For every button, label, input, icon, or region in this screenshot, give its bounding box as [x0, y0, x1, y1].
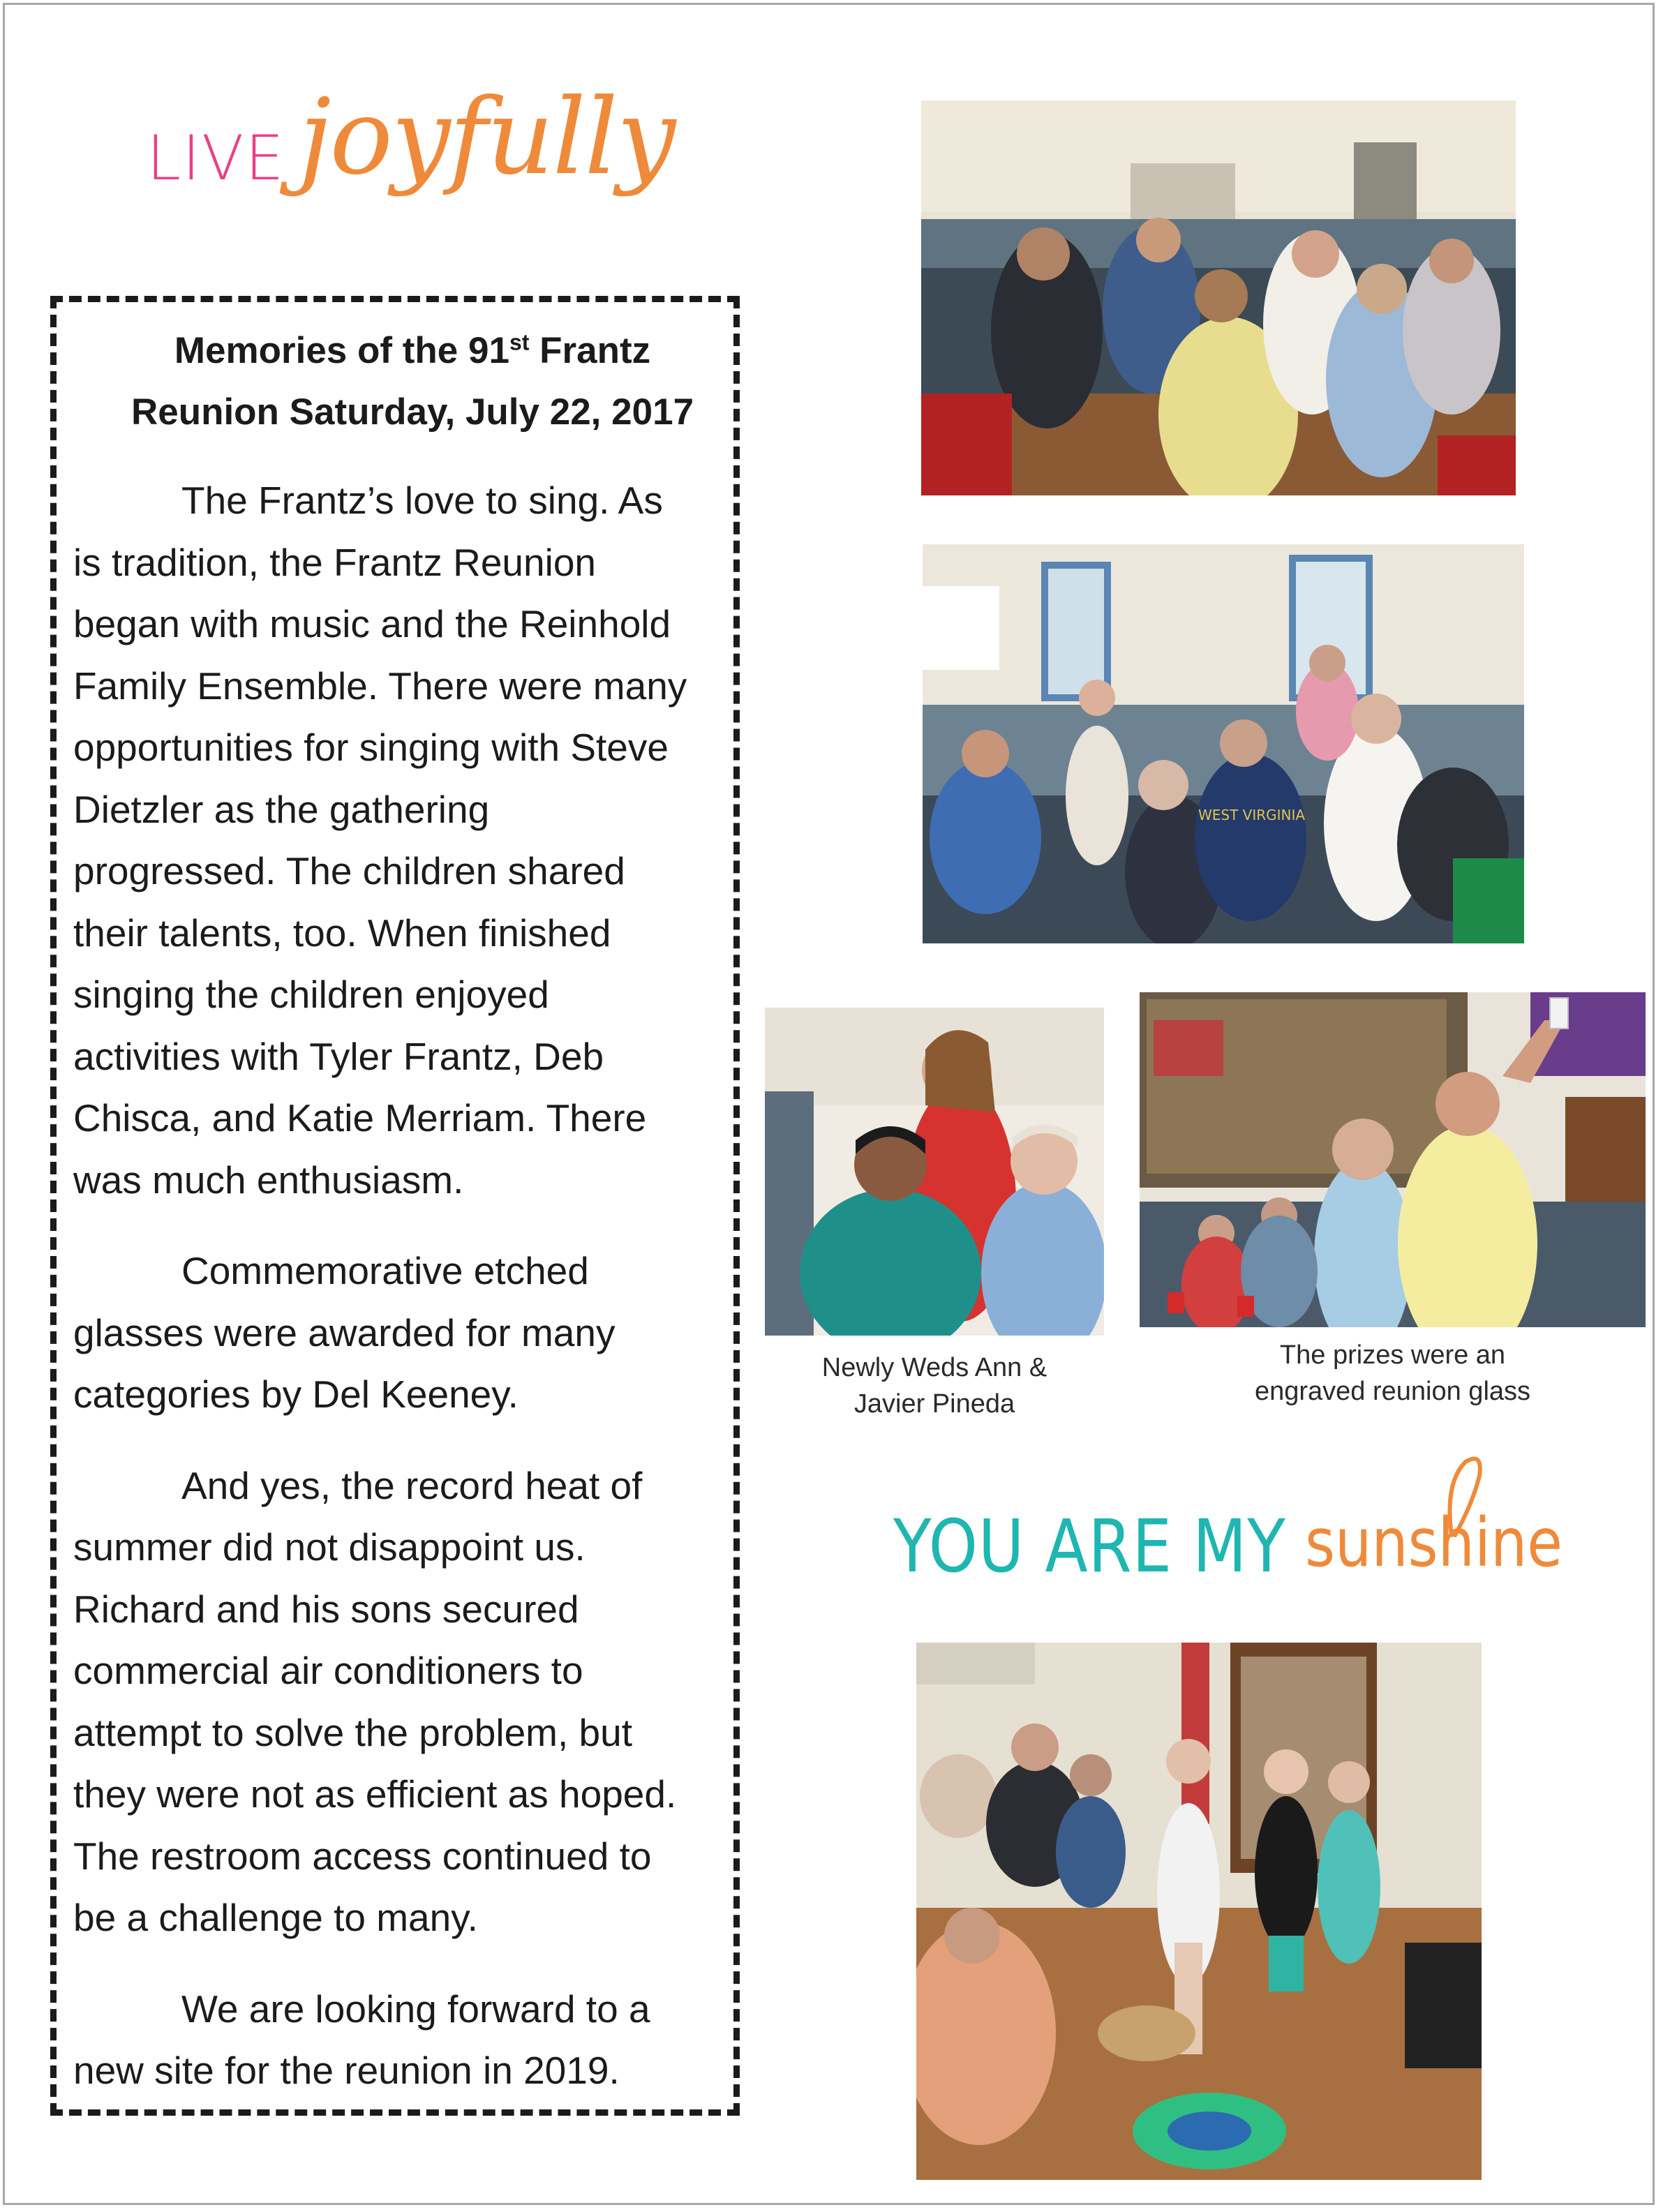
story-line: their talents, too. When finished	[73, 911, 611, 955]
prizes-photo	[1140, 992, 1646, 1327]
story-line: Dietzler as the gathering	[73, 787, 490, 831]
story-line: Family Ensemble. There were many	[73, 664, 687, 708]
story-line: progressed. The children shared	[73, 849, 625, 892]
story-box	[50, 296, 740, 2116]
title-superscript: st	[509, 329, 530, 355]
story-line: began with music and the Reinhold	[73, 602, 671, 645]
story-line: And yes, the record heat of	[181, 1463, 643, 1507]
children-singing-photo	[916, 1643, 1482, 2180]
prizes-caption-line2: engraved reunion glass	[1254, 1377, 1531, 1406]
story-title	[105, 320, 719, 443]
story-paragraph-1	[73, 470, 743, 1211]
shirt-text: WEST VIRGINIA	[1198, 807, 1306, 823]
story-line: attempt to solve the problem, but	[73, 1710, 632, 1754]
story-line: Chisca, and Katie Merriam. There	[73, 1096, 647, 1139]
story-line: The restroom access continued to	[73, 1834, 652, 1878]
live-word: LIVE	[147, 122, 285, 194]
story-line: Richard and his sons secured	[73, 1587, 579, 1631]
story-line: Commemorative etched	[181, 1249, 589, 1292]
story-line: glasses were awarded for many	[73, 1310, 616, 1354]
newlyweds-photo	[765, 1008, 1104, 1336]
reunion-photo-crowd	[923, 544, 1524, 943]
script-flourish-icon	[1431, 1455, 1500, 1539]
you-are-my-sunshine-heading	[886, 1455, 1570, 1615]
prizes-caption	[1140, 1337, 1646, 1410]
title-line2: Reunion Saturday, July 22, 2017	[130, 391, 694, 433]
story-paragraph-3	[73, 1455, 743, 1949]
story-body	[73, 470, 743, 2102]
reunion-photo-tables	[921, 100, 1516, 495]
story-line: they were not as efficient as hoped.	[73, 1772, 677, 1816]
title-line1-prefix: Memories of the 91	[174, 330, 509, 371]
you-are-my-text: YOU ARE MY	[893, 1504, 1286, 1589]
story-line: summer did not disappoint us.	[73, 1525, 586, 1569]
joyfully-word: joyfully	[299, 77, 675, 198]
story-paragraph-4	[73, 1978, 743, 2102]
story-line: categories by Del Keeney.	[73, 1373, 519, 1416]
story-line: singing the children enjoyed	[73, 973, 549, 1016]
story-line: The Frantz’s love to sing. As	[181, 479, 663, 522]
story-line: was much enthusiasm.	[73, 1158, 464, 1202]
newlyweds-caption	[765, 1350, 1104, 1422]
story-line: is tradition, the Frantz Reunion	[73, 540, 596, 584]
title-line1-suffix: Frantz	[529, 330, 651, 371]
story-line: opportunities for singing with Steve	[73, 726, 669, 769]
story-line: activities with Tyler Frantz, Deb	[73, 1034, 604, 1078]
sunshine-text: sunshine	[1305, 1504, 1563, 1582]
prizes-caption-line1: The prizes were an	[1279, 1340, 1506, 1370]
story-line: new site for the reunion in 2019.	[73, 2049, 620, 2092]
live-joyfully-heading	[147, 28, 675, 279]
story-line: be a challenge to many.	[73, 1896, 478, 1939]
story-line: commercial air conditioners to	[73, 1649, 583, 1692]
newlyweds-caption-line1: Newly Weds Ann &	[821, 1353, 1047, 1382]
story-line: We are looking forward to a	[181, 1987, 650, 2031]
story-paragraph-2	[73, 1240, 743, 1426]
newlyweds-caption-line2: Javier Pineda	[853, 1389, 1015, 1419]
